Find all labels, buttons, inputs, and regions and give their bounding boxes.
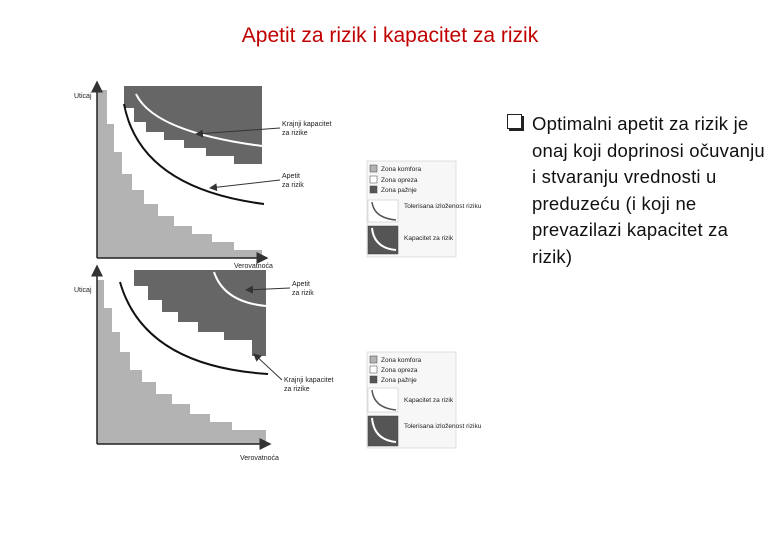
legend-label-capacity-top: Kapacitet za rizik xyxy=(404,235,454,242)
legend-label-caution-bottom: Zona opreza xyxy=(381,367,418,374)
svg-text:Apetit za rizik xyxy=(282,173,304,189)
x-axis-label-top: Verovatnoća xyxy=(234,263,273,270)
callout-appetite-line1-top: Apetit xyxy=(282,173,300,180)
y-axis-label-bottom: Uticaj xyxy=(74,287,92,294)
bullet-list-item xyxy=(507,111,767,270)
svg-text:Tolerisana izloženost riziku xyxy=(404,423,482,430)
attention-zone-bottom xyxy=(134,270,266,356)
legend-swatch-caution-bottom xyxy=(370,366,377,373)
legend-swatch-attention-bottom xyxy=(370,376,377,383)
page-title: Apetit za rizik i kapacitet za rizik xyxy=(241,24,539,47)
callout-appetite-line1-bottom: Apetit xyxy=(292,281,310,288)
legend-swatch-caution-top xyxy=(370,176,377,183)
attention-zone-top xyxy=(124,86,262,164)
legend-label-caution-top: Zona opreza xyxy=(381,177,418,184)
legend-swatch-comfort-top xyxy=(370,165,377,172)
callout-capacity-line2-top: za rizike xyxy=(282,130,308,137)
svg-text:Apetit za rizik xyxy=(292,281,314,297)
legend-swatch-comfort-bottom xyxy=(370,356,377,363)
x-axis-label-bottom: Verovatnoća xyxy=(240,455,279,462)
legend-label-capacity-bottom: Kapacitet za rizik xyxy=(404,397,454,404)
svg-text:Krajnji kapacitet za riz xyxy=(284,377,335,393)
legend-label-attention-top: Zona pažnje xyxy=(381,187,417,194)
legend-top xyxy=(367,161,482,257)
legend-label-tolerance-top: Tolerisana izloženost riziku xyxy=(404,203,482,210)
legend-bottom xyxy=(367,352,482,448)
legend-label-tolerance-bottom: Tolerisana izloženost riziku xyxy=(404,423,482,430)
y-axis-label-top: Uticaj xyxy=(74,93,92,100)
svg-text:Tolerisana izloženost riziku xyxy=(404,203,482,210)
callout-capacity-line2-bottom: za rizike xyxy=(284,386,310,393)
callout-arrow-appetite-top xyxy=(210,180,280,188)
legend-swatch-attention-top xyxy=(370,186,377,193)
legend-label-attention-bottom: Zona pažnje xyxy=(381,377,417,384)
callout-appetite-line2-top: za rizik xyxy=(282,182,304,189)
callout-arrow-capacity-bottom xyxy=(254,354,282,380)
callout-capacity-line1-bottom: Krajnji kapacitet xyxy=(284,377,334,384)
risk-appetite-figure xyxy=(74,76,482,463)
legend-label-comfort-top: Zona komfora xyxy=(381,166,422,173)
svg-text:Krajnji kapacitet za riz xyxy=(282,121,333,137)
bullet-text: Optimalni apetit za rizik je onaj koji doprinosi očuvanju i stvaranju vrednosti u preduzeću (i koji ne prevazilazi kapacitet za rizik) xyxy=(532,113,765,267)
legend-label-comfort-bottom: Zona komfora xyxy=(381,357,422,364)
diagram-top xyxy=(74,82,482,270)
checkbox-bullet-icon xyxy=(507,114,522,129)
callout-capacity-line1-top: Krajnji kapacitet xyxy=(282,121,332,128)
diagram-bottom xyxy=(74,266,482,462)
callout-appetite-line2-bottom: za rizik xyxy=(292,290,314,297)
